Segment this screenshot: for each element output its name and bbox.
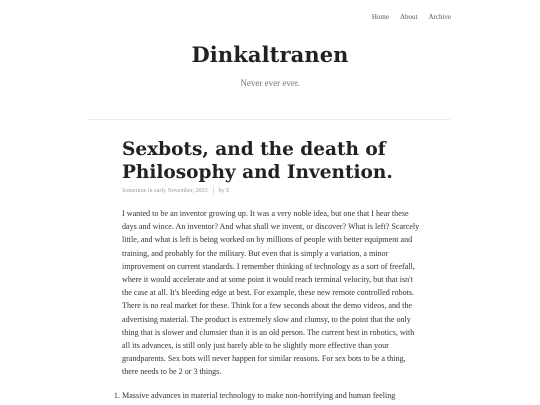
nav-link-about[interactable]: About	[399, 13, 418, 21]
meta-separator	[213, 186, 214, 195]
site-tagline: Never ever ever.	[240, 78, 300, 88]
site-title[interactable]: Dinkaltranen	[191, 42, 349, 67]
header-divider	[88, 119, 450, 120]
post-date: Sometime in early November, 2023	[122, 187, 208, 194]
post-body-paragraph: I wanted to be an inventor growing up. It was a very noble idea, but one that I hear these days and wince. An inventor? And what shall we invent, or discover? What is left? Scarcely little, and what is left is being worked on by millions of people with better equipment and training, and probably for the military. But even that is simply a variation, a minor improvement on current standards. I remember thinking of technology as a sort of freefall, where it would accelerate and at some point it would reach terminal velocity, but that isn't the case at all. It's bleeding edge at best. For example, these new remote controlled robots. There is no real market for these. Think for a few seconds about the demo videos, and the advertising material. The product is extremely slow and clumsy, to the point that the only thing that is slower and clumsier than it is an old person. The current best in robotics, with all its advances, is still only just barely able to be slightly more effective than your grandparents. Sex bots will never happen for similar reasons. For sex bots to be a thing, there needs to be 2 or 3 things.	[122, 209, 420, 377]
top-navigation	[372, 13, 451, 21]
post-meta	[122, 186, 230, 195]
nav-link-home[interactable]: Home	[371, 13, 389, 21]
list-item: 1. Massive advances in material technology to make non-horrifying and human feeling	[122, 389, 430, 402]
post-ordered-list	[112, 389, 430, 402]
nav-link-archive[interactable]: Archive	[428, 13, 451, 21]
post-title[interactable]: Sexbots, and the death of Philosophy and Invention.	[122, 139, 393, 183]
post-author: by E	[218, 187, 230, 194]
